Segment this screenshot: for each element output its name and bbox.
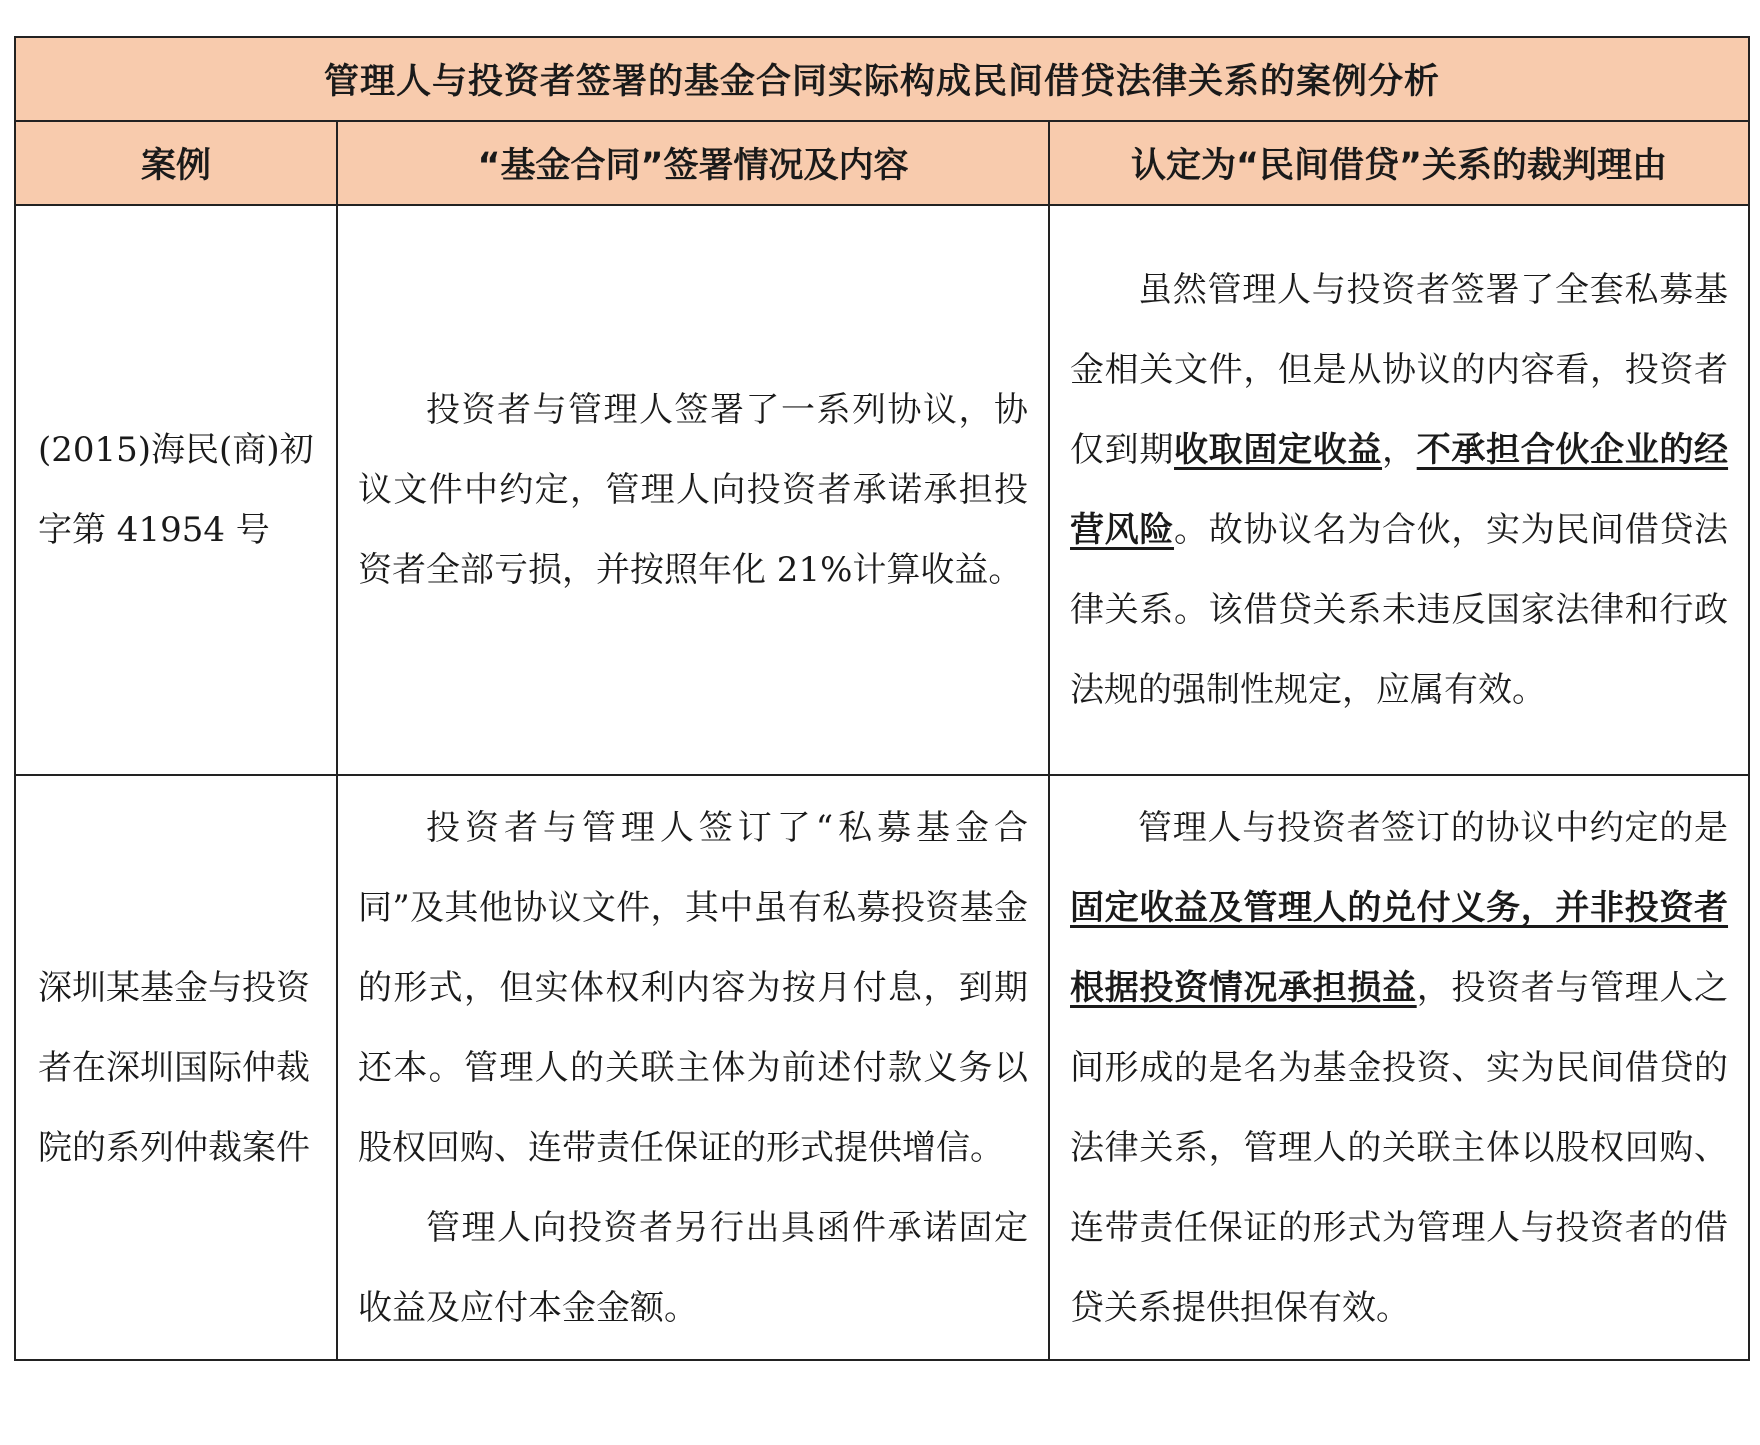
case-analysis-table [14,36,1750,1361]
reason-text: 虽然管理人与投资者签署了全套私募基金相关文件，但是从协议的内容看，投资者仅到期 [1070,270,1729,470]
judgment-reason [1049,205,1749,775]
table-title: 管理人与投资者签署的基金合同实际构成民间借贷法律关系的案例分析 [15,37,1749,121]
judgment-reason [1049,775,1749,1360]
reason-paragraph [1070,250,1728,730]
case-name: 深圳某基金与投资者在深圳国际仲裁院的系列仲裁案件 [15,775,337,1360]
table-row [15,775,1749,1360]
header-case: 案例 [15,121,337,205]
reason-paragraph [1070,788,1728,1348]
content-paragraph: 投资者与管理人签订了“私募基金合同”及其他协议文件，其中虽有私募投资基金的形式，但实体权利内容为按月付息，到期还本。管理人的关联主体为前述付款义务以股权回购、连带责任保证的形式提供增信。 [358,807,1028,1168]
content-paragraph: 管理人向投资者另行出具函件承诺固定收益及应付本金金额。 [358,1207,1028,1328]
header-row [15,121,1749,205]
reason-text: 。故协议名为合伙，实为民间借贷法律关系。该借贷关系未违反国家法律和行政法规的强制性规定，应属有效。 [1070,510,1729,710]
header-reason: 认定为“民间借贷”关系的裁判理由 [1049,121,1749,205]
header-content: “基金合同”签署情况及内容 [337,121,1049,205]
case-name: (2015)海民(商)初字第 41954 号 [15,205,337,775]
contract-content [337,775,1049,1360]
reason-text: 管理人与投资者签订的协议中约定的是 [1138,807,1729,848]
reason-emphasis: 固定收益及管理人的兑付义务，并非投资者根据投资情况承担损益 [1070,887,1729,1008]
content-paragraph: 投资者与管理人签署了一系列协议，协议文件中约定，管理人向投资者承诺承担投资者全部亏损，并按照年化 21%计算收益。 [358,390,1028,590]
reason-emphasis: 不承担合伙企业的经营风险 [1070,430,1729,550]
reason-emphasis: 收取固定收益 [1174,430,1383,470]
reason-text: ， [1382,430,1417,470]
contract-content [337,205,1049,775]
table-row [15,205,1749,775]
reason-text: ，投资者与管理人之间形成的是名为基金投资、实为民间借贷的法律关系，管理人的关联主体以股权回购、连带责任保证的形式为管理人与投资者的借贷关系提供担保有效。 [1070,967,1729,1328]
